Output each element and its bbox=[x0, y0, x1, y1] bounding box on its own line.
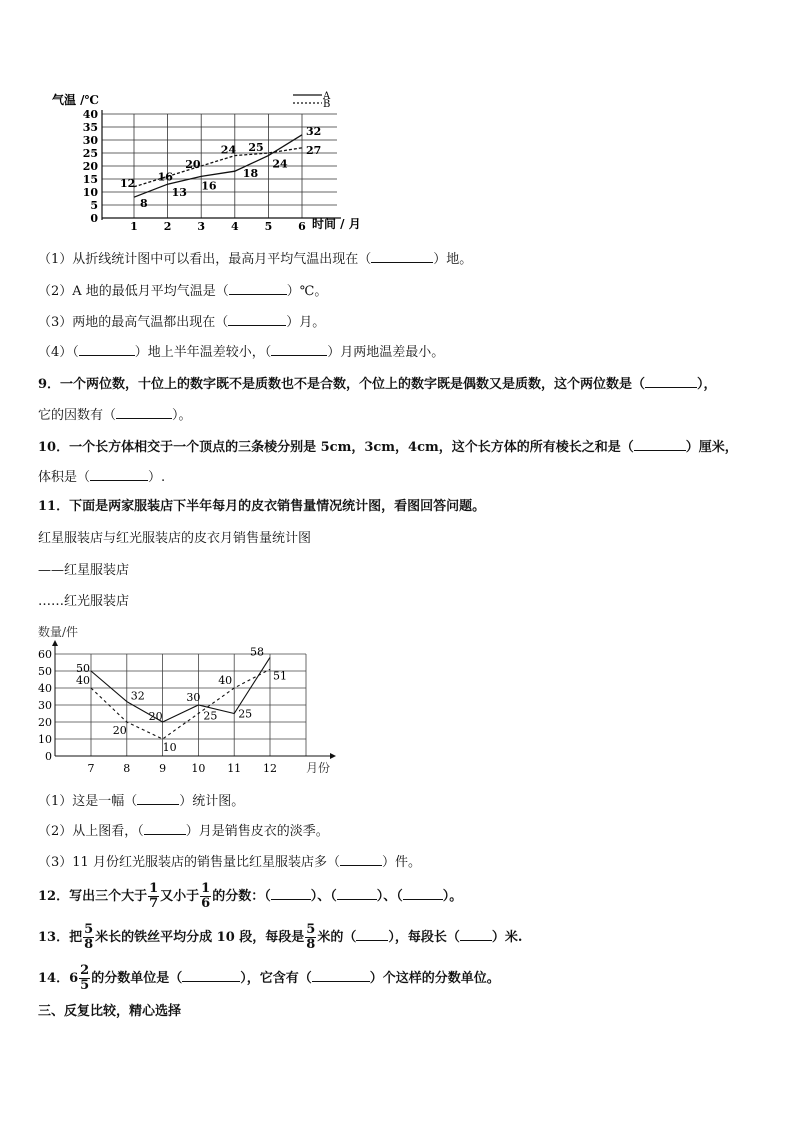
q9-text-d: ）。 bbox=[172, 408, 192, 423]
q13-text-a: 13．把 bbox=[38, 930, 83, 945]
data-label: 24 bbox=[220, 143, 237, 157]
x-tick-label: 9 bbox=[159, 762, 167, 775]
x-tick-label: 1 bbox=[130, 220, 138, 233]
q11-part-3-text-a: （3）11 月份红光服装店的销售量比红星服装店多（ bbox=[38, 855, 340, 870]
q9-text-c: 它的因数有（ bbox=[38, 408, 117, 423]
q11-part-3 bbox=[38, 851, 421, 873]
y-tick-label: 5 bbox=[90, 199, 98, 212]
y-tick-label: 15 bbox=[82, 173, 98, 186]
y-tick-label: 10 bbox=[82, 186, 98, 199]
answer-blank[interactable] bbox=[356, 926, 388, 941]
chart2-x-ticks bbox=[88, 762, 278, 775]
legend-a-label: A bbox=[323, 91, 331, 102]
x-tick-label: 5 bbox=[264, 220, 273, 233]
answer-blank[interactable] bbox=[229, 280, 287, 295]
fraction-five-eighths bbox=[305, 923, 316, 952]
data-label: 25 bbox=[203, 709, 218, 723]
q8-part-4-text-c: ）月两地温差最小。 bbox=[327, 345, 445, 360]
fraction-one-sixth bbox=[200, 882, 211, 911]
temperature-line-chart bbox=[0, 0, 794, 240]
answer-blank[interactable] bbox=[460, 926, 492, 941]
fraction-denominator: 6 bbox=[201, 896, 211, 911]
q13-text-d: ），每段长（ bbox=[388, 930, 460, 945]
fraction-numerator: 1 bbox=[149, 881, 159, 896]
x-tick-label: 4 bbox=[230, 220, 239, 233]
fraction-numerator: 5 bbox=[306, 922, 316, 937]
q12-text-e: ）、（ bbox=[376, 889, 403, 904]
q8-part-4-text-a: （4）（ bbox=[38, 345, 79, 360]
fraction-numerator: 2 bbox=[80, 963, 90, 978]
q14-line bbox=[38, 962, 500, 996]
y-tick-label: 0 bbox=[90, 212, 98, 225]
q11-part-1 bbox=[38, 790, 244, 812]
answer-blank[interactable] bbox=[645, 373, 697, 388]
q12-text-a: 12．写出三个大于 bbox=[38, 889, 148, 904]
y-tick-label: 30 bbox=[38, 699, 52, 712]
q9-text-a: 9．一个两位数，十位上的数字既不是质数也不是合数，个位上的数字既是偶数又是质数，这个两位数是（ bbox=[38, 377, 646, 392]
fraction-denominator: 5 bbox=[80, 978, 90, 993]
answer-blank[interactable] bbox=[79, 341, 135, 356]
chart2-title: 红星服装店与红光服装店的皮衣月销售量统计图 bbox=[38, 531, 312, 546]
x-tick-label: 12 bbox=[263, 762, 277, 775]
q10-text-a: 10．一个长方体相交于一个顶点的三条棱分别是 5cm，3cm，4cm，这个长方体的所有棱长之和是（ bbox=[38, 440, 634, 455]
q10-text-c: 体积是（ bbox=[38, 470, 91, 485]
fraction-numerator: 5 bbox=[84, 922, 94, 937]
data-label: 12 bbox=[120, 176, 136, 190]
x-tick-label: 6 bbox=[298, 220, 306, 233]
x-tick-label: 3 bbox=[197, 220, 206, 233]
fraction-one-seventh bbox=[148, 882, 159, 911]
data-label: 16 bbox=[201, 179, 217, 193]
y-tick-label: 40 bbox=[38, 682, 52, 695]
answer-blank[interactable] bbox=[312, 967, 370, 982]
q8-part-2 bbox=[38, 280, 327, 302]
q12-text-b: 又小于 bbox=[160, 889, 200, 904]
q13-text-b: 米长的铁丝平均分成 10 段，每段是 bbox=[95, 930, 305, 945]
q11-part-3-text-b: ）件。 bbox=[381, 855, 421, 870]
q14-text-d: ）个这样的分数单位。 bbox=[369, 971, 500, 986]
q11-intro: 11．下面是两家服装店下半年每月的皮衣销售量情况统计图，看图回答问题。 bbox=[38, 499, 486, 514]
chart2-grid bbox=[55, 654, 306, 756]
x-tick-label: 10 bbox=[191, 762, 206, 775]
answer-blank[interactable] bbox=[634, 436, 686, 451]
answer-blank[interactable] bbox=[337, 885, 377, 900]
chart2-series bbox=[76, 645, 287, 754]
data-label: 50 bbox=[76, 662, 90, 675]
data-label: 16 bbox=[157, 170, 173, 184]
y-tick-label: 10 bbox=[38, 733, 52, 746]
q8-part-3-text-a: （3）两地的最高气温都出现在（ bbox=[38, 315, 229, 330]
chart1-y-ticks bbox=[83, 108, 99, 225]
y-tick-label: 35 bbox=[82, 121, 98, 134]
q8-part-3-text-b: ）月。 bbox=[286, 315, 326, 330]
data-label: 18 bbox=[242, 167, 259, 181]
data-label: 25 bbox=[238, 707, 253, 721]
y-tick-label: 0 bbox=[45, 750, 52, 763]
data-label: 25 bbox=[248, 141, 264, 154]
chart1-x-label: 时间 / 月 bbox=[312, 217, 361, 231]
fraction-denominator: 7 bbox=[149, 896, 159, 911]
answer-blank[interactable] bbox=[90, 466, 148, 481]
data-label: 58 bbox=[250, 645, 264, 659]
q9-text-b: ）， bbox=[697, 377, 717, 392]
data-label: 8 bbox=[140, 197, 148, 211]
q13-text-e: ）米. bbox=[491, 930, 523, 945]
fraction-five-eighths bbox=[83, 923, 94, 952]
q10-line-1 bbox=[38, 436, 738, 458]
data-label: 32 bbox=[306, 124, 322, 138]
answer-blank[interactable] bbox=[271, 341, 327, 356]
chart1-y-label: 气温 /℃ bbox=[52, 93, 99, 107]
answer-blank[interactable] bbox=[144, 820, 186, 835]
q9-line-2 bbox=[38, 404, 192, 426]
y-tick-label: 60 bbox=[38, 648, 52, 661]
answer-blank[interactable] bbox=[228, 311, 286, 326]
chart2-legend-red-star: ——红星服装店 bbox=[38, 563, 130, 578]
chart2-y-ticks bbox=[38, 648, 52, 763]
y-tick-label: 50 bbox=[38, 665, 52, 678]
fraction-two-fifths bbox=[79, 964, 90, 993]
q11-part-1-text-b: ）统计图。 bbox=[179, 794, 245, 809]
x-tick-label: 2 bbox=[163, 220, 172, 233]
x-tick-label: 11 bbox=[227, 762, 242, 775]
data-label: 32 bbox=[130, 689, 145, 703]
answer-blank[interactable] bbox=[182, 967, 240, 982]
sales-line-chart bbox=[0, 620, 794, 780]
answer-blank[interactable] bbox=[371, 248, 433, 263]
chart1-grid bbox=[102, 114, 337, 218]
q8-part-2-text-b: ）℃。 bbox=[286, 284, 328, 299]
q12-text-c: 的分数：（ bbox=[212, 889, 271, 904]
chart1-x-ticks bbox=[130, 220, 306, 233]
q14-text-b: 的分数单位是（ bbox=[91, 971, 183, 986]
q12-text-f: ）。 bbox=[442, 889, 463, 904]
chart1-series bbox=[120, 125, 321, 210]
answer-blank[interactable] bbox=[403, 885, 443, 900]
data-label: 40 bbox=[76, 674, 90, 687]
q8-part-1-text-a: （1）从折线统计图中可以看出，最高月平均气温出现在（ bbox=[38, 252, 372, 267]
y-axis-arrow bbox=[52, 640, 58, 646]
q12-text-d: ）、（ bbox=[310, 889, 337, 904]
data-label: 10 bbox=[162, 741, 177, 754]
q11-part-2-text-a: （2）从上图看，（ bbox=[38, 824, 144, 839]
answer-blank[interactable] bbox=[116, 404, 172, 419]
q8-part-4 bbox=[38, 341, 444, 363]
q8-part-1-text-b: ）地。 bbox=[433, 252, 473, 267]
q11-part-2-text-b: ）月是销售皮衣的淡季。 bbox=[185, 824, 329, 839]
q11-part-1-text-a: （1）这是一幅（ bbox=[38, 794, 138, 809]
data-label: 13 bbox=[171, 186, 187, 200]
q12-line bbox=[38, 880, 462, 914]
q10-text-b: ）厘米， bbox=[685, 440, 738, 455]
y-tick-label: 25 bbox=[82, 147, 98, 160]
data-label: 20 bbox=[185, 158, 201, 171]
answer-blank[interactable] bbox=[271, 885, 311, 900]
x-tick-label: 7 bbox=[87, 762, 95, 775]
data-label: 20 bbox=[148, 710, 163, 723]
q8-part-2-text-a: （2）A 地的最低月平均气温是（ bbox=[38, 284, 229, 299]
q13-text-c: 米的（ bbox=[317, 930, 357, 945]
q10-text-d: ）. bbox=[148, 470, 166, 485]
y-tick-label: 20 bbox=[38, 716, 52, 729]
q8-part-3 bbox=[38, 311, 325, 333]
q9-line-1 bbox=[38, 373, 717, 395]
q8-part-4-text-b: ）地上半年温差较小，（ bbox=[134, 345, 272, 360]
y-tick-label: 20 bbox=[82, 160, 98, 173]
data-label: 51 bbox=[273, 669, 287, 683]
section-3-heading: 三、反复比较，精心选择 bbox=[38, 1004, 182, 1019]
fraction-numerator: 1 bbox=[201, 881, 211, 896]
data-label: 20 bbox=[112, 724, 127, 737]
q8-part-1 bbox=[38, 248, 472, 270]
chart2-x-label: 月份 bbox=[306, 761, 331, 775]
answer-blank[interactable] bbox=[137, 790, 179, 805]
x-axis-arrow bbox=[330, 753, 336, 759]
chart2-y-label: 数量/件 bbox=[38, 625, 79, 639]
data-label: 24 bbox=[272, 157, 288, 171]
answer-blank[interactable] bbox=[340, 851, 382, 866]
data-label: 40 bbox=[218, 674, 233, 687]
q11-part-2 bbox=[38, 820, 329, 842]
chart2-legend-red-light: ……红光服装店 bbox=[38, 594, 130, 609]
q14-text-a: 14． bbox=[38, 971, 70, 986]
fraction-denominator: 8 bbox=[84, 937, 94, 952]
y-tick-label: 40 bbox=[82, 108, 98, 121]
data-label: 30 bbox=[186, 691, 201, 704]
fraction-denominator: 8 bbox=[306, 937, 316, 952]
q13-line bbox=[38, 921, 522, 955]
mixed-number-whole: 6 bbox=[69, 971, 79, 986]
q10-line-2 bbox=[38, 466, 165, 488]
y-tick-label: 30 bbox=[82, 134, 98, 147]
chart1-legend bbox=[293, 91, 331, 110]
x-tick-label: 8 bbox=[123, 762, 131, 775]
q14-text-c: ），它含有（ bbox=[240, 971, 312, 986]
data-label: 27 bbox=[306, 143, 322, 157]
legend-b-label: B bbox=[323, 99, 331, 110]
